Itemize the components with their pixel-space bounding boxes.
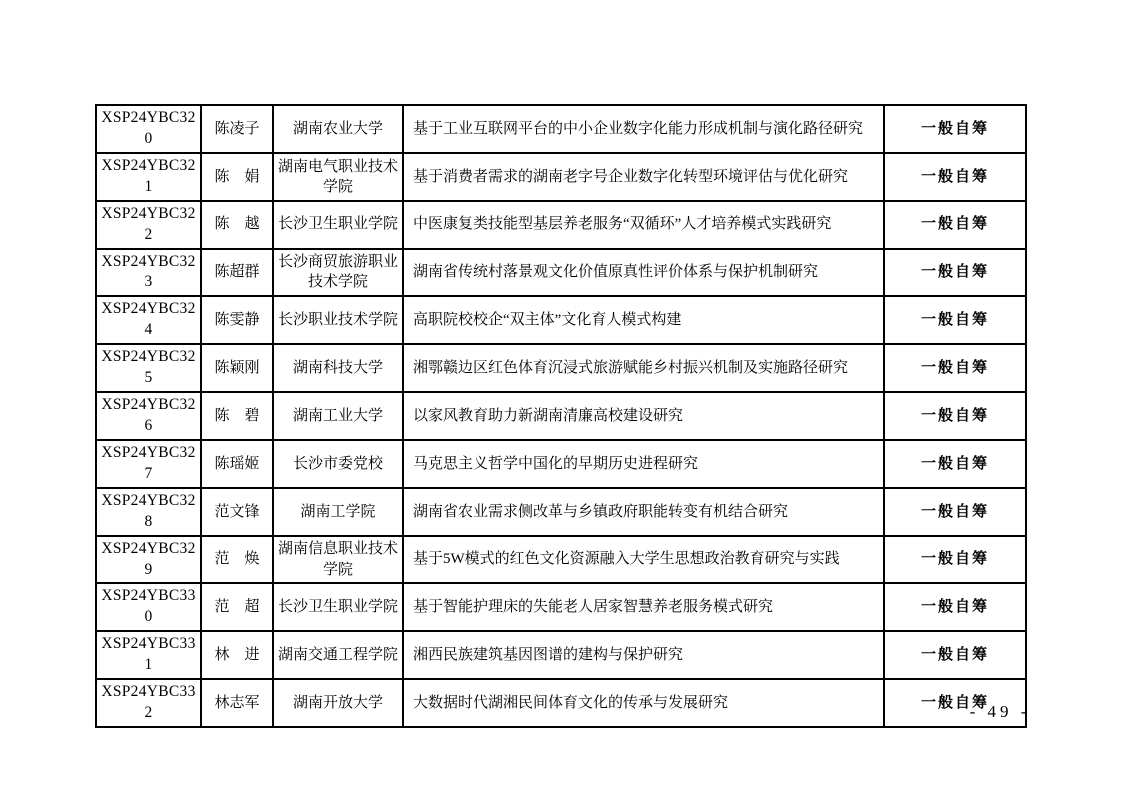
table-row	[96, 344, 1026, 392]
project-id-cell: XSP24YBC321	[96, 153, 201, 201]
funding-category-cell: 一般自筹	[884, 679, 1026, 727]
table-row	[96, 153, 1026, 201]
funding-category-cell: 一般自筹	[884, 392, 1026, 440]
project-id-cell: XSP24YBC322	[96, 201, 201, 249]
leader-name-cell: 范文锋	[201, 488, 273, 536]
leader-name-cell: 陈 碧	[201, 392, 273, 440]
funding-category-cell: 一般自筹	[884, 344, 1026, 392]
institution-cell: 湖南工业大学	[273, 392, 403, 440]
institution-cell: 湖南开放大学	[273, 679, 403, 727]
project-title-cell: 马克思主义哲学中国化的早期历史进程研究	[403, 440, 884, 488]
table-row	[96, 679, 1026, 727]
institution-cell: 湖南农业大学	[273, 105, 403, 153]
table-row	[96, 105, 1026, 153]
funding-category-cell: 一般自筹	[884, 440, 1026, 488]
project-id-cell: XSP24YBC323	[96, 249, 201, 297]
institution-cell: 长沙职业技术学院	[273, 296, 403, 344]
leader-name-cell: 陈凌子	[201, 105, 273, 153]
funding-category-cell: 一般自筹	[884, 631, 1026, 679]
project-table	[95, 104, 1027, 728]
table-row	[96, 631, 1026, 679]
project-id-cell: XSP24YBC324	[96, 296, 201, 344]
leader-name-cell: 陈 娟	[201, 153, 273, 201]
project-id-cell: XSP24YBC331	[96, 631, 201, 679]
funding-category-cell: 一般自筹	[884, 153, 1026, 201]
institution-cell: 长沙市委党校	[273, 440, 403, 488]
table-row	[96, 440, 1026, 488]
project-id-cell: XSP24YBC330	[96, 583, 201, 631]
project-title-cell: 基于5W模式的红色文化资源融入大学生思想政治教育研究与实践	[403, 536, 884, 584]
project-title-cell: 大数据时代湖湘民间体育文化的传承与发展研究	[403, 679, 884, 727]
project-table-body	[96, 105, 1026, 727]
institution-cell: 长沙商贸旅游职业技术学院	[273, 249, 403, 297]
leader-name-cell: 范 超	[201, 583, 273, 631]
project-id-cell: XSP24YBC327	[96, 440, 201, 488]
leader-name-cell: 林 进	[201, 631, 273, 679]
funding-category-cell: 一般自筹	[884, 201, 1026, 249]
project-title-cell: 湖南省传统村落景观文化价值原真性评价体系与保护机制研究	[403, 249, 884, 297]
leader-name-cell: 陈颖刚	[201, 344, 273, 392]
institution-cell: 长沙卫生职业学院	[273, 583, 403, 631]
table-row	[96, 536, 1026, 584]
funding-category-cell: 一般自筹	[884, 488, 1026, 536]
leader-name-cell: 陈瑶姬	[201, 440, 273, 488]
funding-category-cell: 一般自筹	[884, 583, 1026, 631]
institution-cell: 湖南交通工程学院	[273, 631, 403, 679]
table-row	[96, 488, 1026, 536]
leader-name-cell: 范 焕	[201, 536, 273, 584]
project-title-cell: 以家风教育助力新湖南清廉高校建设研究	[403, 392, 884, 440]
table-row	[96, 583, 1026, 631]
institution-cell: 湖南信息职业技术学院	[273, 536, 403, 584]
institution-cell: 长沙卫生职业学院	[273, 201, 403, 249]
project-title-cell: 基于消费者需求的湖南老字号企业数字化转型环境评估与优化研究	[403, 153, 884, 201]
institution-cell: 湖南工学院	[273, 488, 403, 536]
funding-category-cell: 一般自筹	[884, 536, 1026, 584]
project-id-cell: XSP24YBC326	[96, 392, 201, 440]
table-row	[96, 392, 1026, 440]
project-id-cell: XSP24YBC325	[96, 344, 201, 392]
institution-cell: 湖南电气职业技术学院	[273, 153, 403, 201]
project-title-cell: 湖南省农业需求侧改革与乡镇政府职能转变有机结合研究	[403, 488, 884, 536]
leader-name-cell: 陈超群	[201, 249, 273, 297]
project-id-cell: XSP24YBC320	[96, 105, 201, 153]
project-title-cell: 高职院校校企“双主体”文化育人模式构建	[403, 296, 884, 344]
funding-category-cell: 一般自筹	[884, 105, 1026, 153]
table-row	[96, 296, 1026, 344]
institution-cell: 湖南科技大学	[273, 344, 403, 392]
funding-category-cell: 一般自筹	[884, 249, 1026, 297]
funding-category-cell: 一般自筹	[884, 296, 1026, 344]
table-row	[96, 249, 1026, 297]
project-title-cell: 湘鄂赣边区红色体育沉浸式旅游赋能乡村振兴机制及实施路径研究	[403, 344, 884, 392]
project-id-cell: XSP24YBC329	[96, 536, 201, 584]
leader-name-cell: 陈 越	[201, 201, 273, 249]
leader-name-cell: 林志军	[201, 679, 273, 727]
table-row	[96, 201, 1026, 249]
project-title-cell: 湘西民族建筑基因图谱的建构与保护研究	[403, 631, 884, 679]
leader-name-cell: 陈雯静	[201, 296, 273, 344]
project-title-cell: 基于工业互联网平台的中小企业数字化能力形成机制与演化路径研究	[403, 105, 884, 153]
project-id-cell: XSP24YBC332	[96, 679, 201, 727]
project-title-cell: 基于智能护理床的失能老人居家智慧养老服务模式研究	[403, 583, 884, 631]
project-id-cell: XSP24YBC328	[96, 488, 201, 536]
project-title-cell: 中医康复类技能型基层养老服务“双循环”人才培养模式实践研究	[403, 201, 884, 249]
page-number: - 49 -	[969, 702, 1031, 721]
